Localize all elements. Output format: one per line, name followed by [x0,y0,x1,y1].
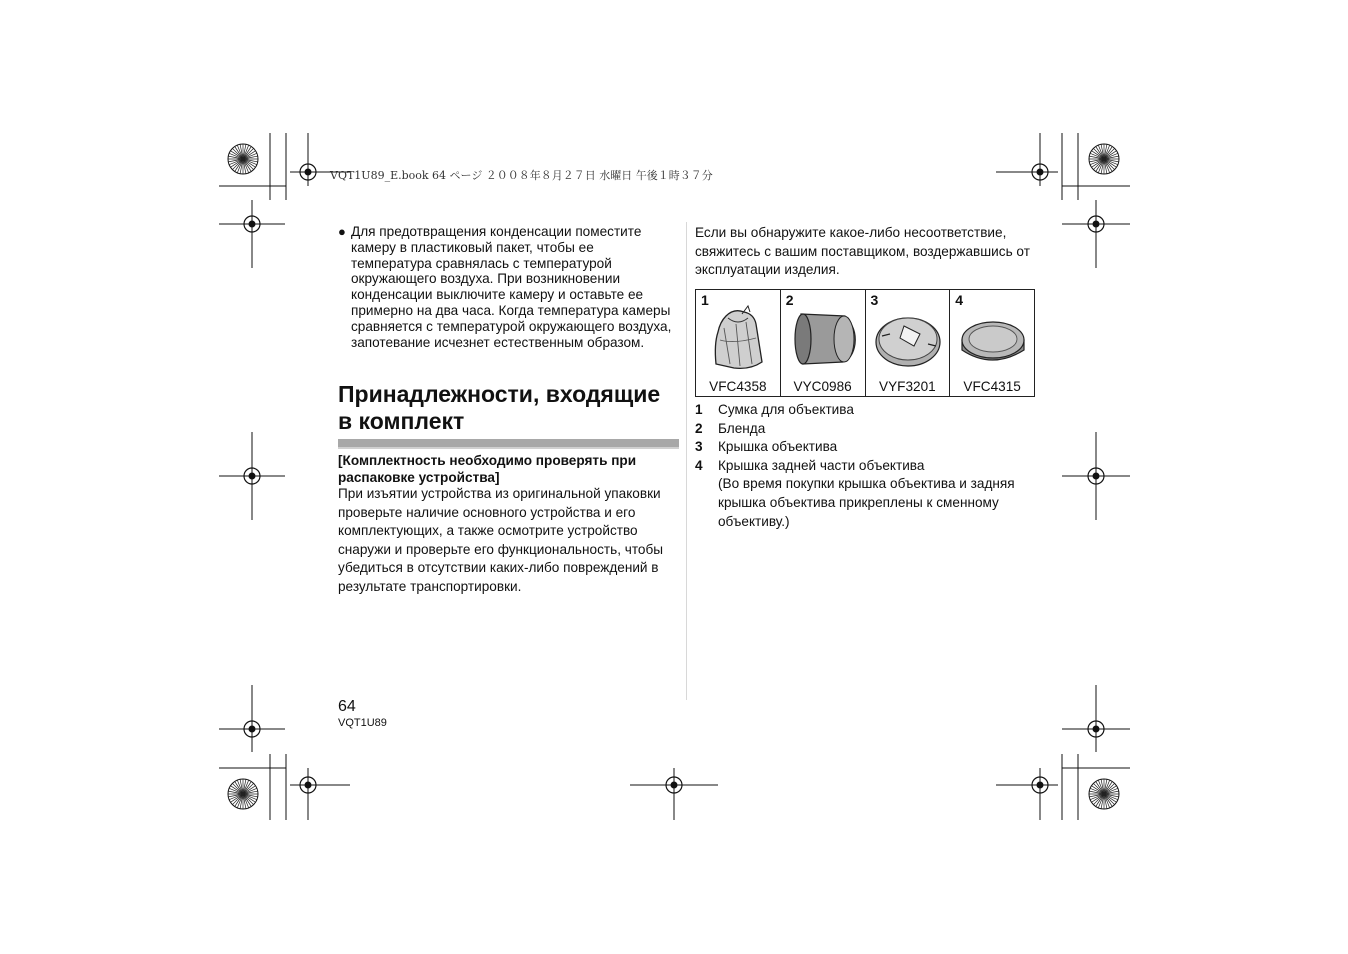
part-code: VFC4315 [963,379,1021,394]
intro-paragraph: Если вы обнаружите какое-либо несоответствие, свяжитесь с вашим поставщиком, воздержавшись от эксплуатации изделия. [695,225,1030,278]
accessory-cell-1 [696,290,781,396]
list-item [695,438,1040,457]
list-item [695,457,1040,476]
cell-number: 4 [955,292,964,308]
accessories-list [695,401,1040,531]
unpacking-paragraph: При изъятии устройства из оригинальной упаковки проверьте наличие основного устройства и его комплектующих, а также осмотрите устройство снаружи и проверьте его функциональность, чтобы убедиться в отсутствии каких-либо повреждений в результате транспортировки. [338,486,664,594]
accessory-cell-3 [866,290,951,396]
list-note [695,475,1040,531]
item-label: Бленда [718,420,766,436]
lens-cap-icon [874,304,944,374]
item-number: 4 [695,457,703,473]
bullet-text: Для предотвращения конденсации поместите камеру в пластиковый пакет, чтобы ее температура сравнялась с температурой окружающего воздуха. При возникновении конденсации выключите камеру и оставьте ее примерно на два часа. Когда температура камеры сравняется с температурой окружающего воздуха, запотевание исчезнет естественным образом. [351,224,672,350]
rear-lens-cap-icon [958,304,1028,374]
heading-underline [338,439,679,447]
lens-hood-icon [789,304,859,374]
item-number: 1 [695,402,703,417]
lens-bag-icon [704,304,774,374]
bullet-icon: ● [338,224,346,239]
cell-number: 3 [870,292,879,308]
list-item [695,420,1040,439]
condensation-bullet [338,224,678,350]
print-header: VQT1U89_E.book 64 ページ ２００８年８月２７日 水曜日 午後１時３７分 [330,169,713,182]
part-code: VYF3201 [879,379,936,394]
note-text: (Во время покупки крышка объектива и задняя крышка объектива прикреплены к сменному объективу.) [718,476,1015,529]
list-item [695,401,1040,420]
item-number: 2 [695,420,703,436]
section-heading: Принадлежности, входящие в комплект [338,381,661,434]
page-number: 64 [338,698,356,715]
accessory-cell-2 [781,290,866,396]
subheading: [Комплектность необходимо проверять при распаковке устройства] [338,453,637,485]
part-code: VFC4358 [709,379,767,394]
item-number: 3 [695,439,703,455]
cell-number: 1 [701,292,709,308]
cell-number: 2 [785,292,794,308]
item-label: Крышка задней части объектива [718,457,925,473]
accessory-cell-4 [950,290,1034,396]
column-divider [686,222,687,700]
document-code: VQT1U89 [338,717,387,729]
heading-underline-shadow [338,447,679,449]
accessories-table [695,289,1035,397]
item-label: Крышка объектива [718,439,838,455]
part-code: VYC0986 [793,379,852,394]
item-label: Сумка для объектива [718,402,854,417]
